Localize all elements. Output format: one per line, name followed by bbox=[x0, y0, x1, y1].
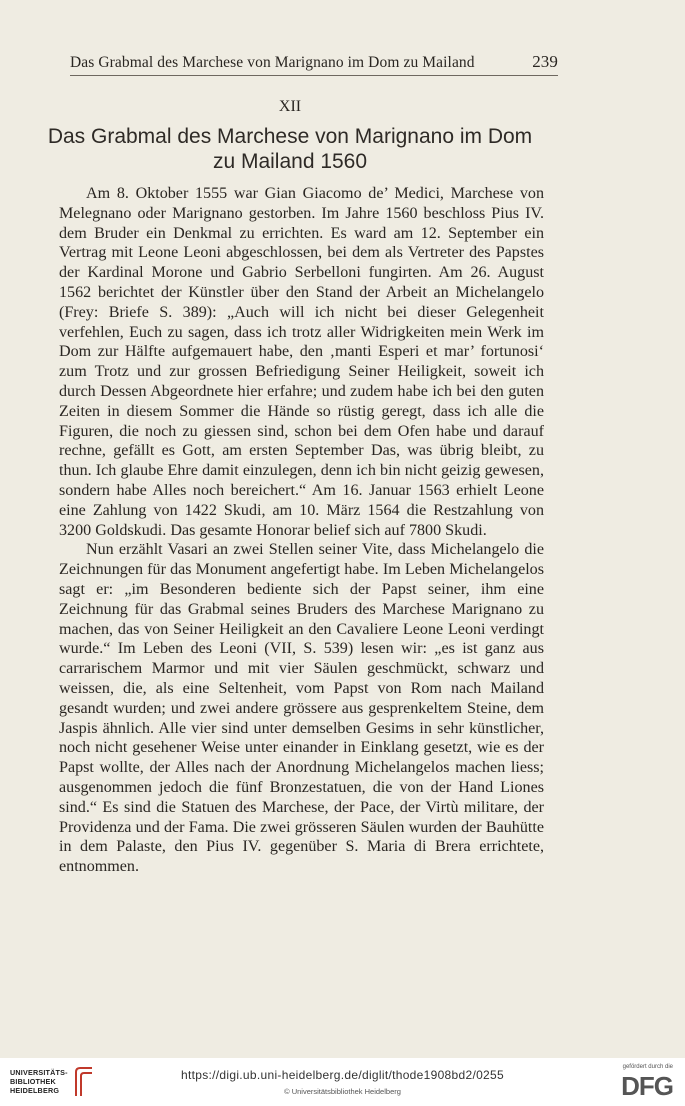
chapter-number: XII bbox=[278, 98, 302, 115]
running-head-title: Das Grabmal des Marchese von Marignano im Dom zu Mailand bbox=[70, 54, 475, 71]
body-text bbox=[59, 184, 544, 877]
running-head bbox=[70, 52, 558, 72]
digitization-footer bbox=[0, 1058, 685, 1106]
chapter-title-line1: Das Grabmal des Marchese von Marignano im Dom bbox=[47, 125, 533, 148]
chapter-title bbox=[30, 124, 550, 174]
paragraph-2: Nun erzählt Vasari an zwei Stellen seiner Vite, dass Michelangelo die Zeichnungen für das Monument angefertigt habe. Im Leben Michelangelos sagt er: „im Besonderen bediente sich der Papst seiner, ihm eine Zeichnung für das Grabmal seines Bruders des Marchese Marignano zu machen, das von Seiner Heiligkeit an den Cavaliere Leone Leoni verdingt wurde.“ Im Leben des Leoni (VII, S. 539) lesen wir: „es ist ganz aus carrarischem Marmor und mit vier Säulen geschmückt, schwarz und weissen, die, als eine Seltenheit, vom Papst von Rom nach Mailand gesandt wurden; und zwei andere grössere aus gesprenkeltem Steine, dem Jaspis ähnlich. Alle vier sind unter demselben Gesims in sehr künstlicher, noch nicht gesehener Weise unter einander in Einklang gesetzt, wie es der Papst wollte, der Alles nach der Anordnung Michelangelos machen liess; ausgenommen jedoch die fünf Bronzestatuen, die von der Hand Liones sind.“ Es sind die Statuen des Marchese, der Pace, der Virtù militare, der Providenza und der Fama. Die zwei grösseren Säulen wurden der Bauhütte in dem Palaste, den Pius IV. gegenüber S. Maria di Brera errichtete, entnommen. bbox=[59, 541, 544, 876]
header-rule bbox=[70, 75, 558, 76]
funded-by-label: gefördert durch die bbox=[622, 1064, 673, 1070]
dfg-logo: DFG bbox=[621, 1071, 673, 1101]
permalink-url[interactable]: https://digi.ub.uni-heidelberg.de/diglit/thode1908bd2/0255 bbox=[181, 1068, 504, 1082]
chapter-title-line2: zu Mailand 1560 bbox=[212, 150, 368, 173]
copyright-notice: © Universitätsbibliothek Heidelberg bbox=[284, 1087, 401, 1096]
library-name-line1: UNIVERSITÄTS- bbox=[10, 1068, 68, 1077]
library-name-line2: BIBLIOTHEK bbox=[10, 1077, 56, 1086]
library-name-line3: HEIDELBERG bbox=[10, 1086, 60, 1095]
page-number: 239 bbox=[532, 52, 558, 71]
paragraph-1: Am 8. Oktober 1555 war Gian Giacomo de’ Medici, Marchese von Melegnano oder Marignano gestorben. Im Jahre 1560 beschloss Pius IV. dem Bruder ein Denkmal zu errichten. Es ward am 12. September ein Vertrag mit Leone Leoni abgeschlossen, bei dem als Vertreter des Papstes der Kardinal Morone und Gabrio Serbelloni fungirten. Am 26. August 1562 berichtet der Künstler über den Stand der Arbeit an Michelangelo (Frey: Briefe S. 389): „Auch will ich nicht bei dieser Gelegenheit verfehlen, Euch zu sagen, dass ich trotz aller Widrigkeiten mein Werk im Dom zur Hälfte aufgemauert habe, den ‚manti Esperi et mar’ fortunosi‘ zum Trotz und zur grossen Befriedigung Seiner Heiligkeit, soweit ich durch Dessen Abgeordnete hier erfahre; und zudem habe ich bei den guten Zeiten in diesem Sommer die Hände so rüstig geregt, dass ich alle die Figuren, die noch zu giessen sind, schon bei dem Ofen habe und darauf rechne, gefällt es Gott, am ersten September Das, was übrig bleibt, zu thun. Ich glaube Ehre damit einzulegen, denn ich bin nicht geizig gewesen, sondern habe Alles noch bereichert.“ Am 16. Januar 1563 erhielt Leone eine Zahlung von 1422 Skudi, am 10. März 1564 die Restzahlung von 3200 Goldskudi. Das gesamte Honorar belief sich auf 7800 Skudi. bbox=[59, 185, 544, 539]
